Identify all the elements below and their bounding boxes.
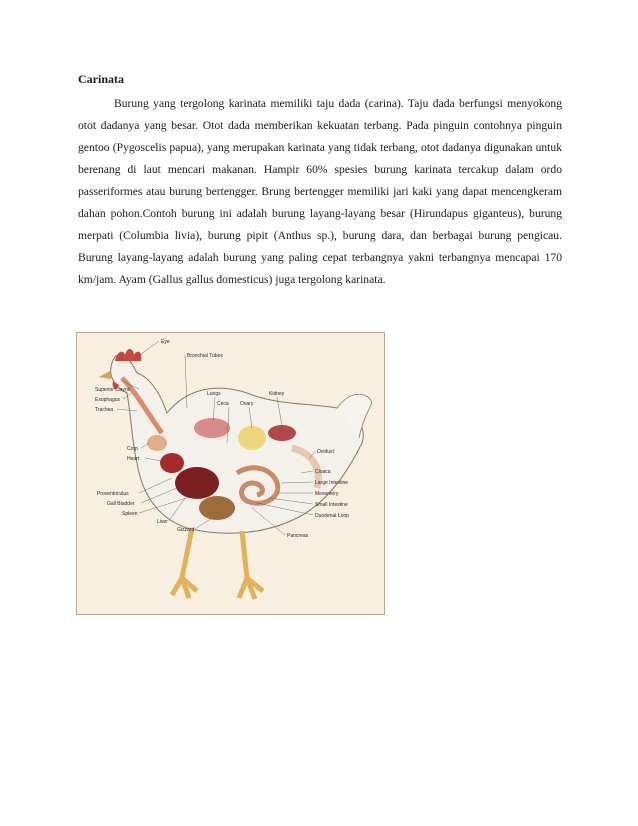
chicken-anatomy-illustration xyxy=(77,333,384,614)
heart-shape xyxy=(160,453,184,473)
label-pancreas: Pancreas xyxy=(287,533,309,539)
comb-shape xyxy=(115,349,141,361)
label-gizzard: Gizzard xyxy=(177,527,195,533)
label-mesentery: Mesentery xyxy=(315,491,339,497)
left-leg-shape xyxy=(172,528,197,598)
label-kidney: Kidney xyxy=(269,391,285,397)
lungs-shape xyxy=(194,418,230,438)
label-superior-larynx: Superior Larynx xyxy=(95,387,131,393)
label-trachea: Trachea xyxy=(95,407,114,413)
label-lungs: Lungs xyxy=(207,391,221,397)
label-bronchial-tubes: Bronchial Tubes xyxy=(187,353,223,359)
label-cloaca: Cloaca xyxy=(315,469,331,475)
section-heading: Carinata xyxy=(78,72,124,86)
label-oviduct: Oviduct xyxy=(317,449,334,455)
gizzard-shape xyxy=(199,496,235,520)
label-ceca: Ceca xyxy=(217,401,229,407)
chicken-anatomy-figure xyxy=(76,332,385,615)
right-leg-shape xyxy=(239,531,263,599)
label-small-intestine: Small Intestine xyxy=(315,502,348,508)
crop-shape xyxy=(147,435,167,451)
label-ovary: Ovary xyxy=(240,401,254,407)
kidney-shape xyxy=(268,425,296,441)
label-eye: Eye xyxy=(161,339,170,345)
beak-shape xyxy=(99,371,111,379)
label-spleen: Spleen xyxy=(122,511,138,517)
label-proventriculus: Proventriculus xyxy=(97,491,129,497)
label-esophagus: Esophagus xyxy=(95,397,121,403)
liver-shape xyxy=(175,467,219,499)
label-duodenal-loop: Duodenal Loop xyxy=(315,513,349,519)
body-paragraph: Burung yang tergolong karinata memiliki taju dada (carina). Taju dada berfungsi menyokong otot dadanya yang besar. Otot dada memberikan kekuatan terbang. Pada pinguin contohnya pinguin gentoo (Pygoscelis papua), yang merupakan karinata yang tidak terbang, otot dadanya digunakan untuk berenang di laut mencari makanan. Hampir 60% spesies burung karinata tercakup dalam ordo passeriformes atau burung bertengger. Brung bertengger memiliki jari kaki yang dapat mencengkeram dahan pohon.Contoh burung ini adalah burung layang-layang besar (Hirundapus giganteus), burung merpati (Columbia livia), burung pipit (Anthus sp.), burung dara, dan berbagai burung pengicau. Burung layang-layang adalah burung yang paling cepat terbangnya yakni terbangnya mencapai 170 km/jam. Ayam (Gallus gallus domesticus) juga tergolong karinata. xyxy=(78,97,562,286)
label-crop: Crop xyxy=(127,446,138,452)
label-liver: Liver xyxy=(157,519,168,525)
ovary-shape xyxy=(238,426,266,450)
label-large-intestine: Large Intestine xyxy=(315,480,349,486)
label-gall-bladder: Gall Bladder xyxy=(107,501,135,507)
label-heart: Heart xyxy=(127,456,140,462)
